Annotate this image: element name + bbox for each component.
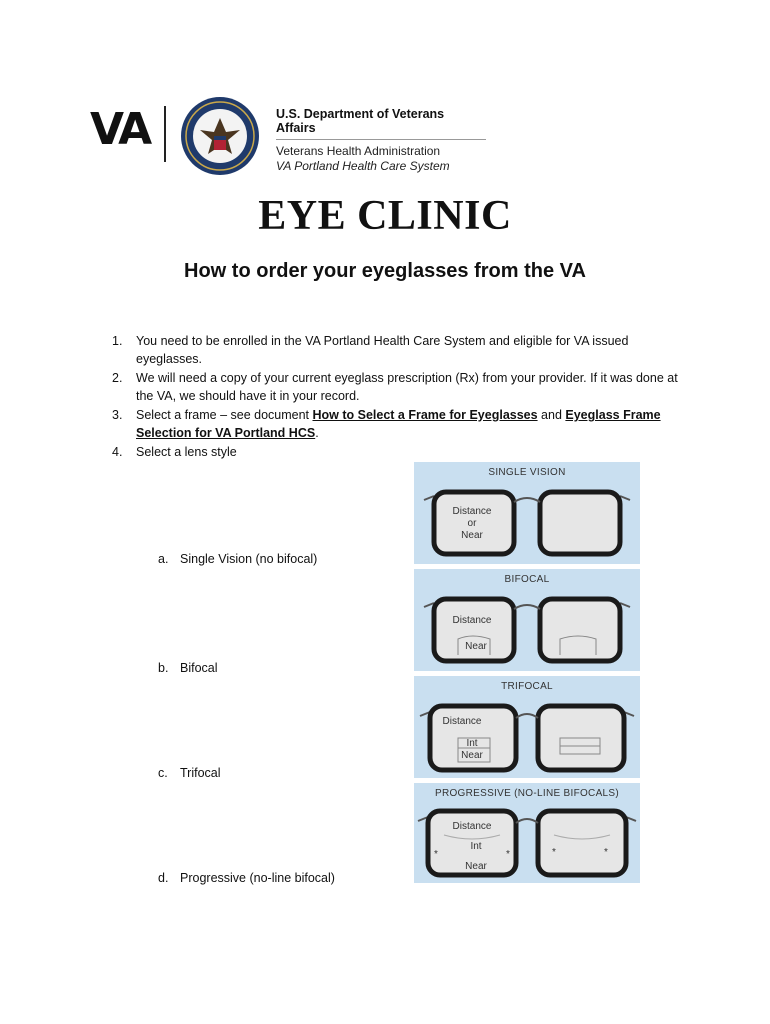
zone-label: Near [465, 861, 487, 872]
zone-label: Distance [452, 615, 492, 626]
step-text-part: and [537, 408, 566, 422]
asterisk-mark: * [552, 847, 556, 858]
panel-caption: PROGRESSIVE (NO-LINE BIFOCALS) [434, 788, 620, 799]
step-number: 4. [112, 445, 123, 459]
list-item [112, 369, 692, 405]
frame-selection-link[interactable]: Eyeglass Frame Selection for VA Portland HCS [136, 408, 661, 440]
step-text-part: Select a frame – see document [136, 408, 313, 422]
step-text: You need to be enrolled in the VA Portland Health Care System and eligible for VA issued eyeglasses. [136, 334, 629, 366]
panel-caption: TRIFOCAL [501, 681, 553, 692]
zone-label: Distance [452, 506, 492, 517]
zone-label: Int [466, 738, 478, 749]
dept-facility: VA Portland Health Care System [276, 159, 450, 173]
lens-option-progressive [158, 871, 335, 885]
trifocal-illustration [414, 676, 640, 778]
lens-label: Bifocal [180, 661, 218, 675]
zone-label: Near [461, 530, 483, 541]
step-text [136, 406, 692, 442]
va-logo: VA [90, 104, 150, 155]
asterisk-mark: * [434, 849, 438, 860]
zone-label: Near [461, 750, 483, 761]
zone-label: Near [465, 641, 487, 652]
lens-letter: b. [158, 661, 169, 675]
panel-caption: BIFOCAL [504, 574, 550, 585]
zone-label: Distance [452, 821, 492, 832]
zone-label: Int [470, 841, 482, 852]
lens-option-bifocal [158, 661, 218, 675]
list-item [112, 332, 692, 368]
step-number: 3. [112, 408, 123, 422]
asterisk-mark: * [506, 849, 510, 860]
dept-title: U.S. Department of Veterans Affairs [276, 107, 486, 140]
step-text-part: . [315, 426, 319, 440]
steps-list [112, 332, 692, 462]
page-subtitle: How to order your eyeglasses from the VA [184, 260, 586, 282]
lens-letter: a. [158, 552, 169, 566]
header-divider [164, 106, 166, 162]
lens-label: Trifocal [180, 766, 221, 780]
frame-guide-link[interactable]: How to Select a Frame for Eyeglasses [312, 408, 538, 422]
lens-label: Single Vision (no bifocal) [180, 552, 318, 566]
zone-label: or [467, 518, 477, 529]
va-seal-icon [180, 96, 260, 176]
glasses-icon [414, 569, 640, 671]
progressive-illustration [414, 783, 640, 883]
glasses-icon [414, 676, 640, 778]
lens-label: Progressive (no-line bifocal) [180, 871, 335, 885]
asterisk-mark: * [604, 847, 608, 858]
glasses-icon [414, 783, 640, 883]
list-item [112, 406, 692, 442]
page-title: EYE CLINIC [258, 193, 512, 239]
dept-subtitle: Veterans Health Administration [276, 144, 441, 158]
step-text: Select a lens style [136, 445, 237, 459]
list-item [112, 443, 692, 461]
lens-letter: c. [158, 766, 168, 780]
step-number: 2. [112, 371, 123, 385]
panel-caption: SINGLE VISION [488, 467, 566, 478]
step-number: 1. [112, 334, 123, 348]
zone-label: Distance [442, 716, 482, 727]
single-vision-illustration [414, 462, 640, 564]
step-text: We will need a copy of your current eyeglass prescription (Rx) from your provider. If it was done at the VA, we should have it in your record. [136, 371, 678, 403]
lens-option-single-vision [158, 552, 317, 566]
glasses-icon [414, 462, 640, 564]
bifocal-illustration [414, 569, 640, 671]
lens-option-trifocal [158, 766, 221, 780]
lens-letter: d. [158, 871, 169, 885]
